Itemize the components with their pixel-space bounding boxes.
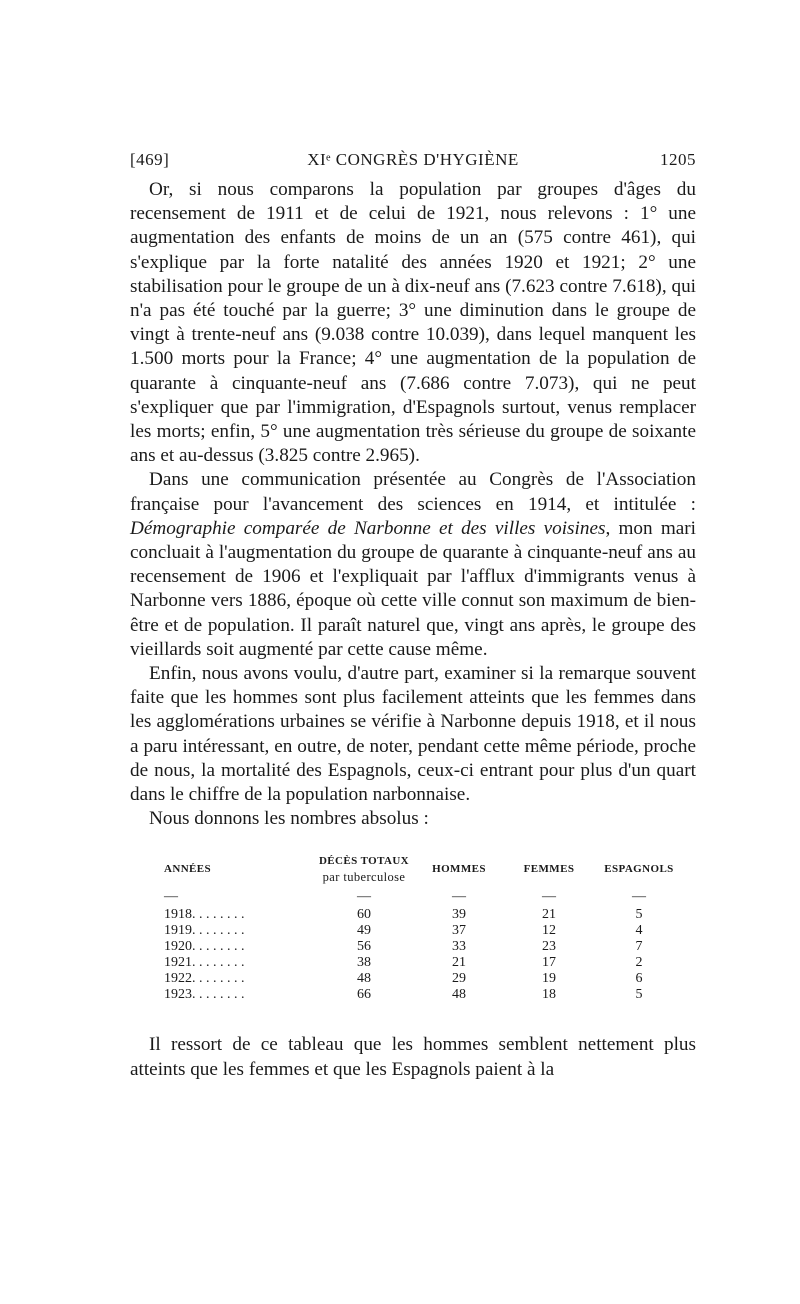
cell-women: 21 — [542, 907, 556, 923]
table-row — [164, 923, 684, 939]
header-women: FEMMES — [523, 863, 575, 876]
cell-women: 12 — [542, 923, 556, 939]
dash-total: — — [357, 889, 371, 905]
table-header-row — [164, 853, 684, 889]
publication-title: Démographie comparée de Narbonne et des villes voisines — [130, 517, 606, 539]
paragraph-table-intro: Nous donnons les nombres absolus : — [149, 808, 429, 830]
dash-years: — — [164, 889, 178, 905]
table-row — [164, 955, 684, 971]
cell-men: 39 — [452, 907, 466, 923]
paragraph-conclusion: Il ressort de ce tableau que les hommes semblent nettement plus atteints que les femmes et que les Espagnols paient à la — [130, 1034, 696, 1080]
running-header — [130, 150, 696, 178]
table-row — [164, 971, 684, 987]
header-men: HOMMES — [432, 863, 486, 876]
running-title: XIᵉ CONGRÈS D'HYGIÈNE — [307, 150, 519, 169]
paragraph-communication-end: , mon mari concluait à l'augmentation du groupe de quarante à cinquante-neuf ans au recensement de 1906 et l'expliquait par l'afflux d'immigrants venus à Narbonne vers 1886, époque où cette ville connut son maximum de bien-être et de population. Il paraît naturel que, vingt ans après, le groupe des vieillards soit augmenté par cette cause même. — [130, 517, 696, 660]
header-years: ANNÉES — [164, 863, 212, 876]
paragraph-age-groups: Or, si nous comparons la population par groupes d'âges du recensement de 1911 et de celui de 1921, nous relevons : 1° une augmentation des enfants de moins de un an (575 contre 461), qui s'explique par la forte natalité des années 1920 et 1921; 2° une stabilisation pour le groupe de un à dix-neuf ans (7.623 contre 7.618), qui n'a pas été touché par la guerre; 3° une diminution dans le groupe de vingt à trente-neuf ans (9.038 contre 10.039), dans lequel manquent les 1.500 morts pour la France; 4° une augmentation de la population de quarante à cinquante-neuf ans (7.686 contre 7.073), qui ne peut s'expliquer que par l'immigration, d'Espagnols surtout, venus remplacer les morts; enfin, 5° une augmentation très sérieuse du groupe de soixante ans et au-dessus (3.825 contre 2.965). — [130, 179, 696, 467]
cell-women: 23 — [542, 939, 556, 955]
cell-year: 1920. . . . . . . . — [164, 939, 245, 955]
header-total-deaths-line2: par tuberculose — [322, 870, 406, 885]
cell-total: 60 — [357, 907, 371, 923]
cell-spanish: 6 — [635, 971, 643, 987]
paragraph-communication — [130, 468, 696, 662]
paragraph-comparison: Enfin, nous avons voulu, d'autre part, examiner si la remarque souvent faite que les hommes sont plus facilement atteints que les femmes dans les agglomérations urbaines se vérifie à Narbonne depuis 1918, et il nous a paru intéressant, en outre, de noter, pendant cette même période, proche de nous, la mortalité des Espagnols, ceux-ci entrant pour plus d'un quart dans le chiffre de la population narbonnaise. — [130, 663, 696, 806]
header-spanish: ESPAGNOLS — [604, 863, 674, 876]
cell-year: 1923. . . . . . . . — [164, 987, 245, 1003]
cell-spanish: 5 — [635, 907, 643, 923]
dash-spanish: — — [632, 889, 646, 905]
paragraph-communication-start: Dans une communication présentée au Congrès de l'Association française pour l'avancement des sciences en 1914, et intitulée : — [130, 469, 696, 515]
page-number: 1205 — [660, 150, 696, 169]
dash-women: — — [542, 889, 556, 905]
cell-men: 48 — [452, 987, 466, 1003]
page-bracket-number: [469] — [130, 150, 170, 169]
cell-women: 17 — [542, 955, 556, 971]
cell-women: 19 — [542, 971, 556, 987]
cell-total: 48 — [357, 971, 371, 987]
table-row — [164, 939, 684, 955]
book-page — [130, 150, 696, 1082]
cell-year: 1919. . . . . . . . — [164, 923, 245, 939]
cell-year: 1918. . . . . . . . — [164, 907, 245, 923]
cell-spanish: 5 — [635, 987, 643, 1003]
cell-total: 66 — [357, 987, 371, 1003]
cell-total: 56 — [357, 939, 371, 955]
dash-men: — — [452, 889, 466, 905]
cell-year: 1921. . . . . . . . — [164, 955, 245, 971]
cell-men: 37 — [452, 923, 466, 939]
table-dash-row — [164, 889, 684, 907]
cell-total: 49 — [357, 923, 371, 939]
cell-women: 18 — [542, 987, 556, 1003]
cell-spanish: 2 — [635, 955, 643, 971]
tuberculosis-deaths-table — [164, 853, 684, 1003]
header-total-deaths — [314, 853, 414, 889]
cell-year: 1922. . . . . . . . — [164, 971, 245, 987]
cell-men: 33 — [452, 939, 466, 955]
table-row — [164, 987, 684, 1003]
header-total-deaths-line1: DÉCÈS TOTAUX — [318, 855, 410, 868]
cell-men: 29 — [452, 971, 466, 987]
cell-men: 21 — [452, 955, 466, 971]
table-row — [164, 907, 684, 923]
cell-spanish: 7 — [635, 939, 643, 955]
cell-total: 38 — [357, 955, 371, 971]
cell-spanish: 4 — [635, 923, 643, 939]
